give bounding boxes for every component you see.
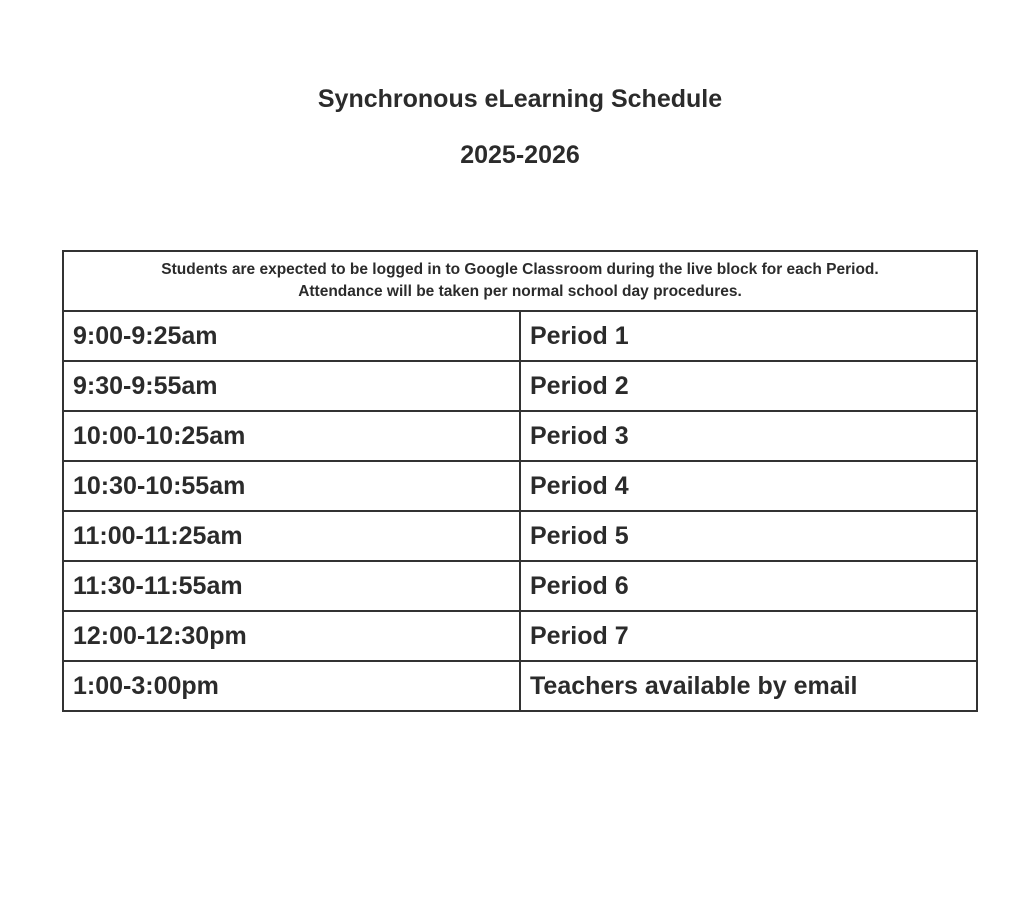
period-cell: Teachers available by email	[520, 661, 977, 711]
table-row	[63, 361, 977, 411]
period-cell: Period 7	[520, 611, 977, 661]
time-cell: 1:00-3:00pm	[63, 661, 520, 711]
table-row	[63, 311, 977, 361]
schedule-table	[62, 250, 978, 712]
table-row	[63, 411, 977, 461]
period-cell: Period 6	[520, 561, 977, 611]
notice-line: Attendance will be taken per normal school day procedures.	[298, 283, 742, 300]
period-cell: Period 2	[520, 361, 977, 411]
period-cell: Period 3	[520, 411, 977, 461]
time-cell: 9:30-9:55am	[63, 361, 520, 411]
notice-row	[63, 251, 977, 311]
table-row	[63, 611, 977, 661]
school-year: 2025-2026	[460, 141, 580, 169]
page-title: Synchronous eLearning Schedule	[317, 85, 723, 113]
time-cell: 11:30-11:55am	[63, 561, 520, 611]
table-row	[63, 461, 977, 511]
time-cell: 10:00-10:25am	[63, 411, 520, 461]
period-cell: Period 4	[520, 461, 977, 511]
table-row	[63, 561, 977, 611]
period-cell: Period 1	[520, 311, 977, 361]
notice-line: Students are expected to be logged in to Google Classroom during the live block for each Period.	[161, 261, 879, 278]
time-cell: 9:00-9:25am	[63, 311, 520, 361]
time-cell: 12:00-12:30pm	[63, 611, 520, 661]
time-cell: 10:30-10:55am	[63, 461, 520, 511]
table-row	[63, 511, 977, 561]
notice-cell	[63, 251, 977, 311]
table-row	[63, 661, 977, 711]
time-cell: 11:00-11:25am	[63, 511, 520, 561]
period-cell: Period 5	[520, 511, 977, 561]
